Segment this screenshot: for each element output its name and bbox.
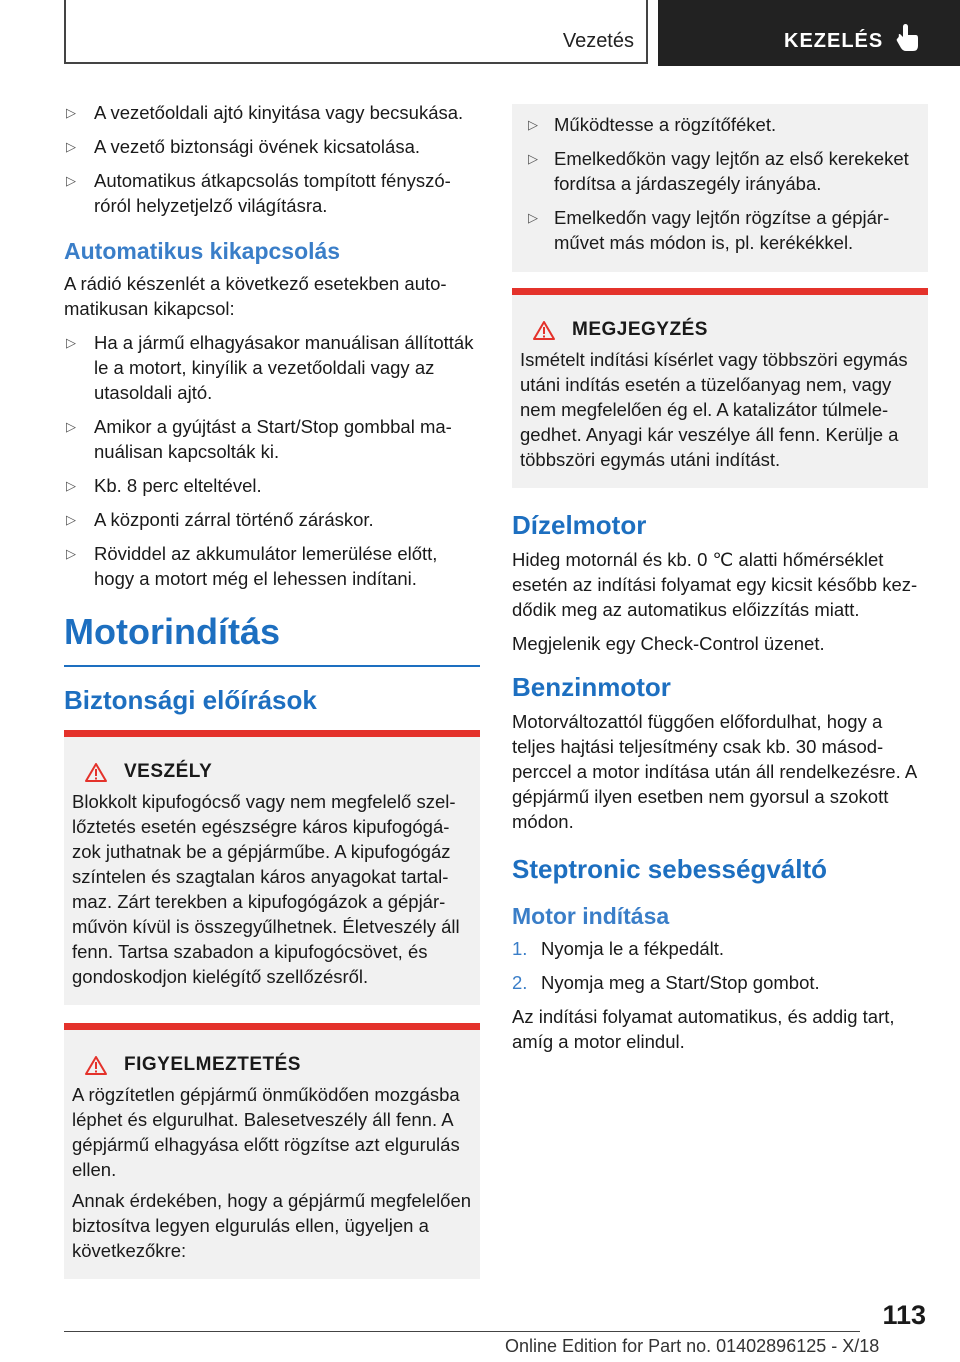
notice-title-row	[520, 319, 920, 341]
danger-title: VESZÉLY	[124, 761, 213, 782]
warning-title: FIGYELMEZTETÉS	[124, 1054, 301, 1075]
header-chapter-label: KEZELÉS	[784, 30, 884, 52]
bullet-triangle-icon: ▷	[528, 151, 538, 166]
warning-text-1: A rögzítetlen gépjármű önműködően mozgásba léphet és elgurulhat. Balesetveszély áll fenn. A gépjármű elhagyása előtt rögzítse azt elgurulás ellen.	[72, 1084, 460, 1180]
right-column	[512, 104, 928, 1063]
footer-edition: Online Edition for Part no. 01402896125 - X/18	[505, 1336, 880, 1356]
auto-off-text: A rádió készenlét a következő esetekben automatikusan kikapcsol:	[64, 273, 447, 319]
header-section-label: Vezetés	[562, 30, 634, 52]
warning-title-row	[72, 1054, 472, 1076]
main-heading: Motorindítás	[64, 611, 480, 667]
bullet-triangle-icon: ▷	[528, 210, 538, 225]
danger-title-row	[72, 761, 472, 783]
bullet-triangle-icon: ▷	[66, 335, 76, 350]
steptronic-heading: Steptronic sebességváltó	[512, 854, 827, 884]
list-item: ▷ Működtesse a rögzítőféket.	[528, 114, 777, 135]
page-number: 113	[882, 1300, 926, 1330]
list-item: ▷ Kb. 8 perc elteltével.	[66, 475, 262, 496]
warning-triangle-icon	[532, 320, 556, 341]
warning-triangle-icon	[84, 1055, 108, 1076]
list-item: ▷ Amikor a gyújtást a Start/Stop gombbal manuálisan kapcsolták ki.	[66, 416, 452, 462]
list-item: ▷ A központi zárral történő záráskor.	[66, 509, 374, 530]
warning-text-2: Annak érdekében, hogy a gépjármű megfelelően biztosítva legyen elgurulás ellen, ügyeljen a következőkre:	[72, 1190, 472, 1261]
diesel-heading: Dízelmotor	[512, 510, 647, 540]
diesel-text-2: Megjelenik egy Check-Control üzenet.	[512, 633, 825, 654]
notice-text: Ismételt indítási kísérlet vagy többszöri egymás utáni indítás esetén a tüzelőanyag nem, vagy nem megfelelően ég el. A katalizátor túlmelegedhet. Anyagi kár veszélye áll fenn. Kerülje a többszöri egymás utáni indítást.	[520, 349, 908, 470]
list-item: ▷ A vezetőoldali ajtó kinyitása vagy becsukása.	[66, 102, 464, 123]
notice-box	[512, 288, 928, 488]
list-item: ▷ Emelkedőn vagy lejtőn rögzítse a gépjárművet más módon is, pl. kerékékkel.	[528, 207, 890, 253]
header-chapter-tab	[658, 0, 960, 66]
final-text: Az indítási folyamat automatikus, és addig tart, amíg a motor elindul.	[512, 1006, 895, 1052]
list-item: ▷ A vezető biztonsági övének kicsatolása.	[66, 136, 420, 157]
left-column	[64, 100, 480, 1279]
auto-off-heading: Automatikus kikapcsolás	[64, 238, 341, 264]
bullet-triangle-icon: ▷	[66, 173, 76, 188]
bullet-triangle-icon: ▷	[66, 139, 76, 154]
bullet-triangle-icon: ▷	[66, 512, 76, 527]
danger-text: Blokkolt kipufogócső vagy nem megfelelő szellőztetés esetén egészségre káros kipufogógázok juthatnak be a gépjárműbe. A kipufogógáz színtelen és szagtalan káros anyagokat tartalmaz. Zárt terekben a kipufogógázok a gépjárművön kívül is összegyűlhetnek. Életveszély áll fenn. Tartsa szabadon a kipufogócsövet, és gondoskodjon kielégítő szellőzésről.	[72, 791, 460, 987]
bullet-triangle-icon: ▷	[66, 105, 76, 120]
notice-title: MEGJEGYZÉS	[572, 319, 708, 340]
footer-divider	[64, 1331, 860, 1332]
list-item: 2. Nyomja meg a Start/Stop gombot.	[512, 972, 820, 993]
warning-triangle-icon	[84, 762, 108, 783]
header-section-tab	[64, 0, 648, 64]
petrol-heading: Benzinmotor	[512, 672, 671, 702]
bullet-triangle-icon: ▷	[528, 117, 538, 132]
bullet-triangle-icon: ▷	[66, 478, 76, 493]
list-item: ▷ Ha a jármű elhagyásakor manuálisan állították le a motort, kinyílik a vezetőoldali vagy az utasoldali ajtó.	[66, 332, 474, 403]
danger-box	[64, 730, 480, 1005]
list-item: ▷ Emelkedőkön vagy lejtőn az első kerekeket fordítsa a járdaszegély irányába.	[528, 148, 909, 194]
list-item: ▷ Automatikus átkapcsolás tompított fényszóróról helyzetjelző világításra.	[66, 170, 451, 216]
bullet-triangle-icon: ▷	[66, 419, 76, 434]
list-item: 1. Nyomja le a fékpedált.	[512, 938, 725, 959]
diesel-text-1: Hideg motornál és kb. 0 ℃ alatti hőmérséklet esetén az indítási folyamat egy kicsit később kezdődik meg az automatikus előizzítás miatt.	[512, 549, 918, 620]
warning-box	[64, 1023, 480, 1279]
warning-box-continued	[512, 104, 928, 272]
engine-start-heading: Motor indítása	[512, 903, 670, 929]
hand-pointer-icon	[894, 22, 920, 52]
petrol-text: Motorváltozattól függően előfordulhat, hogy a teljes hajtási teljesítmény csak kb. 30 másodperccel a motor indítása után áll rendelkezésre. A gépjármű ilyen esetben nem gyorsul a szokott módon.	[512, 711, 917, 832]
safety-heading: Biztonsági előírások	[64, 685, 317, 715]
bullet-triangle-icon: ▷	[66, 546, 76, 561]
list-item: ▷ Röviddel az akkumulátor lemerülése előtt, hogy a motort még el lehessen indítani.	[66, 543, 438, 589]
